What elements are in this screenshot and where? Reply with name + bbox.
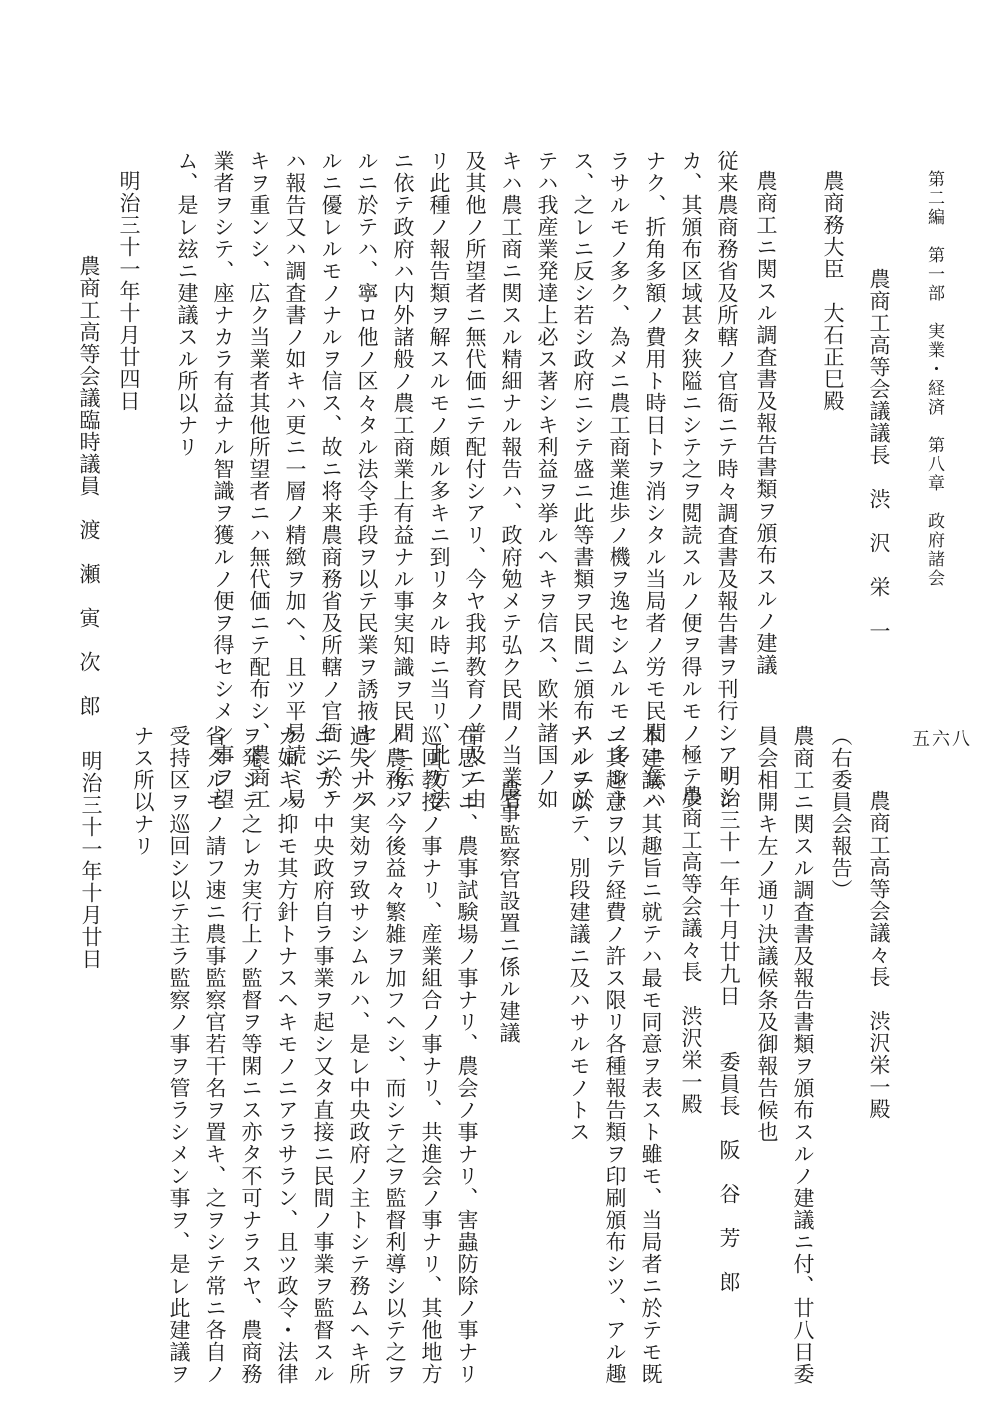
resolution-line: ナルヲ以テ、別段建議ニ及ハサルモノトス bbox=[567, 725, 591, 1143]
body-line: 省タルモノ請フ速ニ農事監察官若干名ヲ置キ、之ヲシテ常ニ各自ノ bbox=[203, 725, 227, 1385]
body-line: ノ農務ハ今後益々繁雑ヲ加フヘシ、而シテ之ヲ監督利導シ以テ之ヲ bbox=[383, 725, 407, 1385]
sender-line: 農商工高等会議議長 渋 沢 栄 一 bbox=[867, 268, 891, 642]
body-line: 従来農商務省及所轄ノ官衙ニテ時々調査書及報告書ヲ刊行シアリシ bbox=[715, 150, 739, 810]
addressee-line: 農商工高等会議々長 渋沢栄一殿 bbox=[867, 790, 891, 1120]
body-line: ニシテ、中央政府自ラ事業ヲ起シ又タ直接ニ民間ノ事業ヲ監督スル bbox=[311, 725, 335, 1385]
bottom-section bbox=[0, 700, 1003, 1412]
body-line: リ此種ノ報告類ヲ解スルモノ頗ル多キニ到リタル時ニ当リ、此方法 bbox=[427, 150, 451, 810]
report-date-signer: 明治三十一年十月廿九日 委員長 阪 谷 芳 郎 bbox=[717, 765, 741, 1293]
resolution-line: ニ其趣意ヲ以テ経費ノ許ス限リ各種報告類ヲ印刷頒布シツ、アル趣 bbox=[603, 725, 627, 1385]
body-line: キハ農工商ニ関スル精細ナル報告ハ、政府勉メテ弘ク民間ノ当業者 bbox=[499, 150, 523, 810]
body-line: ルニ於テハ、寧ロ他ノ区々タル法令手段ヲ以テ民業ヲ誘掖セントス bbox=[355, 150, 379, 810]
proposal-title: 農事監察官設置ニ係ル建議 bbox=[497, 780, 521, 1044]
body-line: 右思フニ、農事試験場ノ事ナリ、農会ノ事ナリ、害蟲防除ノ事ナリ bbox=[455, 725, 479, 1385]
body-line: 巡回教授ノ事ナリ、産業組合ノ事ナリ、共進会ノ事ナリ、其他地方 bbox=[419, 725, 443, 1385]
body-line: ラサルモノ多ク、為メニ農工商業進歩ノ機ヲ逸セシムルモノ多シト bbox=[607, 150, 631, 810]
body-line: 業者ヲシテ、座ナカラ有益ナル智識ヲ獲ルノ便ヲ得セシメン事ヲ望 bbox=[211, 150, 235, 810]
body-line: ナス所以ナリ bbox=[131, 725, 155, 857]
body-line: ルニ優レルモノナルヲ信ス、故ニ将来農商務省及所轄ノ官衙ニ於テ bbox=[319, 150, 343, 810]
body-line: カ如キハ抑モ其方針トナスヘキモノニアラサラン、且ツ政令・法律 bbox=[275, 725, 299, 1385]
body-line: 受持区ヲ巡回シ以テ主ラ監察ノ事ヲ管ラシメン事ヲ、是レ此建議ヲ bbox=[167, 725, 191, 1385]
body-line: ス、之レニ反シ若シ政府ニシテ盛ニ此等書類ヲ民間ニ頒布スルニ於 bbox=[571, 150, 595, 810]
report-addressee: 農商工高等会議々長 渋沢栄一殿 bbox=[679, 785, 703, 1115]
recipient-line: 農商務大臣 大石正巳殿 bbox=[821, 170, 845, 412]
body-line: ヲ発シテ之レカ実行上ノ監督ヲ等閑ニス亦タ不可ナラスヤ、農商務 bbox=[239, 725, 263, 1385]
body-line: ム、是レ玆ニ建議スル所以ナリ bbox=[175, 150, 199, 458]
body-line: カ、其頒布区域甚タ狭隘ニシテ之ヲ閲読スルノ便ヲ得ルモノ極テ少 bbox=[679, 150, 703, 810]
body-line: 及其他ノ所望者ニ無代価ニテ配付シアリ、今ヤ我邦教育ノ普及ニ由 bbox=[463, 150, 487, 810]
page-number: 五六八 bbox=[912, 729, 972, 750]
proposal-date: 明治三十一年十月廿日 bbox=[79, 750, 103, 970]
running-head: 第二編 第一部 実業・経済 第八章 政府諸会 bbox=[924, 170, 944, 588]
report-body-line: 農商工ニ関スル調査書及報告書類ヲ頒布スルノ建議ニ付、廿八日委 bbox=[791, 725, 815, 1385]
body-line: ハ報告又ハ調査書ノ如キハ更ニ一層ノ精緻ヲ加ヘ、且ツ平易読ミ易 bbox=[283, 150, 307, 810]
signature: 農商工高等会議臨時議員 渡 瀬 寅 次 郎 bbox=[77, 255, 101, 717]
body-line: テハ我産業発達上必ス著シキ利益ヲ挙ルヘキヲ信ス、欧米諸国ノ如 bbox=[535, 150, 559, 810]
proposal-title: 農商工ニ関スル調査書及報告書類ヲ頒布スルノ建議 bbox=[754, 170, 778, 676]
report-label: （右委員会報告） bbox=[829, 725, 853, 901]
resolution-line: 本建議ハ其趣旨ニ就テハ最モ同意ヲ表スト雖モ、当局者ニ於テモ既 bbox=[639, 725, 663, 1385]
body-line: ナク、折角多額ノ費用ト時日トヲ消シタル当局者ノ労モ民間ニ伝ハ bbox=[643, 150, 667, 810]
body-line: ニ依テ政府ハ内外諸般ノ農工商業上有益ナル事実知識ヲ民間ニ伝フ bbox=[391, 150, 415, 810]
body-line: 過失ナク実効ヲ致サシムルハ、是レ中央政府ノ主トシテ務ムヘキ所 bbox=[347, 725, 371, 1385]
proposal-date: 明治三十一年十月廿四日 bbox=[117, 170, 141, 412]
report-body-line: 員会相開キ左ノ通リ決議候条及御報告候也 bbox=[755, 725, 779, 1143]
body-line: キヲ重ンシ、広ク当業者其他所望者ニハ無代価ニテ配布シ、農商工 bbox=[247, 150, 271, 810]
